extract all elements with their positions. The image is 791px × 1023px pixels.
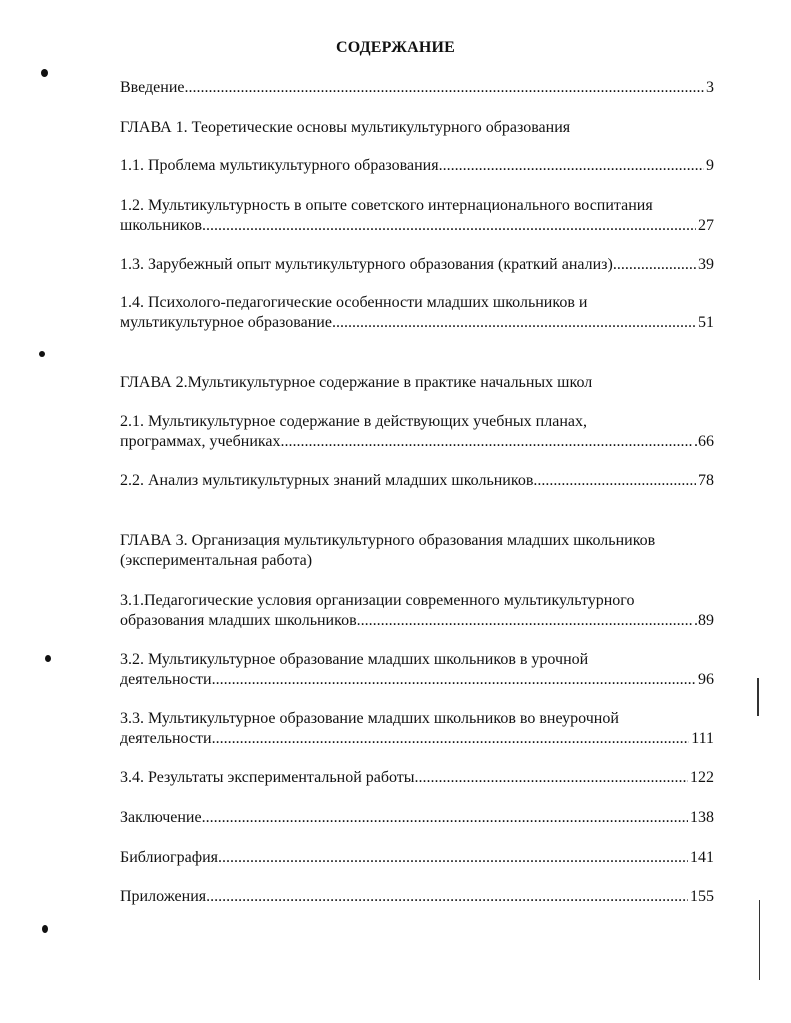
page-number: .66 [694, 433, 714, 450]
toc-entry-appendices [120, 887, 714, 907]
toc-entry-text-line2: школьников [120, 217, 202, 234]
chapter-3-heading-line1: ГЛАВА 3. Организация мультикультурного образования младших школьников [120, 532, 656, 549]
toc-entry-text: Приложения [120, 888, 207, 905]
toc-entry-1-2 [120, 196, 714, 236]
toc-entry-text-line2: деятельности [120, 730, 212, 747]
toc-entry-3-4 [120, 768, 714, 788]
page-number: 155 [690, 888, 714, 905]
toc-entry-text-line1: 1.4. Психолого-педагогические особенности младших школьников и [120, 294, 588, 311]
dot-leader [218, 848, 688, 868]
chapter-3-heading [120, 531, 714, 571]
page-number: 27 [698, 217, 714, 234]
page-title: СОДЕРЖАНИЕ [335, 39, 456, 56]
toc-entry-bibliography [120, 848, 714, 868]
toc-entry-text: 1.3. Зарубежный опыт мультикультурного образования (краткий анализ) [120, 256, 613, 273]
toc-entry-1-4 [120, 293, 714, 333]
dot-leader [202, 216, 696, 236]
dot-leader [415, 768, 688, 788]
dot-leader [202, 808, 688, 828]
toc-entry-text: Библиография [120, 849, 218, 866]
toc-entry-text: 3.4. Результаты экспериментальной работы [120, 769, 415, 786]
chapter-1-heading: ГЛАВА 1. Теоретические основы мультикультурного образования [120, 119, 571, 136]
page-number: 141 [690, 849, 714, 866]
toc-entry-text-line1: 1.2. Мультикультурность в опыте советского интернационального воспитания [120, 197, 653, 214]
scan-speck [41, 69, 48, 77]
page-number: .89 [694, 612, 714, 629]
toc-entry-3-2 [120, 650, 714, 690]
dot-leader [613, 255, 696, 275]
dot-leader [185, 78, 705, 98]
toc-entry-text-line2: образования младших школьников [120, 612, 357, 629]
page-number: 111 [691, 730, 714, 747]
toc-entry-text-line1: 3.3. Мультикультурное образование младших школьников во внеурочной [120, 710, 619, 727]
toc-entry-text-line2: мультикультурное образование [120, 314, 332, 331]
scan-speck [42, 925, 48, 933]
dot-leader [281, 432, 692, 452]
page-number: 39 [698, 256, 714, 273]
chapter-3-heading-line2: (экспериментальная работа) [120, 552, 313, 569]
toc-entry-3-3 [120, 709, 714, 749]
toc-entry-2-1 [120, 412, 714, 452]
toc-entry-text-line1: 3.2. Мультикультурное образование младших школьников в урочной [120, 651, 589, 668]
toc-entry-text-line2: программах, учебниках [120, 433, 281, 450]
dot-leader [212, 670, 696, 690]
toc-entry-1-1 [120, 156, 714, 176]
toc-entry-3-1 [120, 591, 714, 631]
dot-leader [439, 156, 704, 176]
toc-entry-2-2 [120, 471, 714, 491]
toc-entry-text-line2: деятельности [120, 671, 212, 688]
scan-speck [45, 655, 51, 662]
page-number: 9 [706, 157, 714, 174]
scan-line [759, 900, 760, 980]
page-number: 96 [698, 671, 714, 688]
dot-leader [357, 611, 692, 631]
dot-leader [206, 887, 688, 907]
page-number: 78 [698, 472, 714, 489]
toc-entry-text: Введение [120, 79, 185, 96]
dot-leader [332, 313, 696, 333]
page-number: 3 [706, 79, 714, 96]
toc-entry-conclusion [120, 808, 714, 828]
page-number: 51 [698, 314, 714, 331]
chapter-2-heading: ГЛАВА 2.Мультикультурное содержание в практике начальных школ [120, 374, 593, 391]
toc-entry-text-line1: 2.1. Мультикультурное содержание в действующих учебных планах, [120, 413, 587, 430]
scan-line [757, 678, 759, 716]
page-number: 138 [690, 809, 714, 826]
scan-speck [39, 351, 45, 357]
toc-entry-text: Заключение [120, 809, 202, 826]
toc-entry-intro [120, 78, 714, 98]
toc-entry-text: 2.2. Анализ мультикультурных знаний младших школьников [120, 472, 534, 489]
toc-entry-text-line1: 3.1.Педагогические условия организации современного мультикультурного [120, 592, 635, 609]
dot-leader [212, 729, 690, 749]
dot-leader [533, 471, 696, 491]
toc-entry-1-3 [120, 255, 714, 275]
toc-entry-text: 1.1. Проблема мультикультурного образования [120, 157, 439, 174]
page-number: 122 [690, 769, 714, 786]
